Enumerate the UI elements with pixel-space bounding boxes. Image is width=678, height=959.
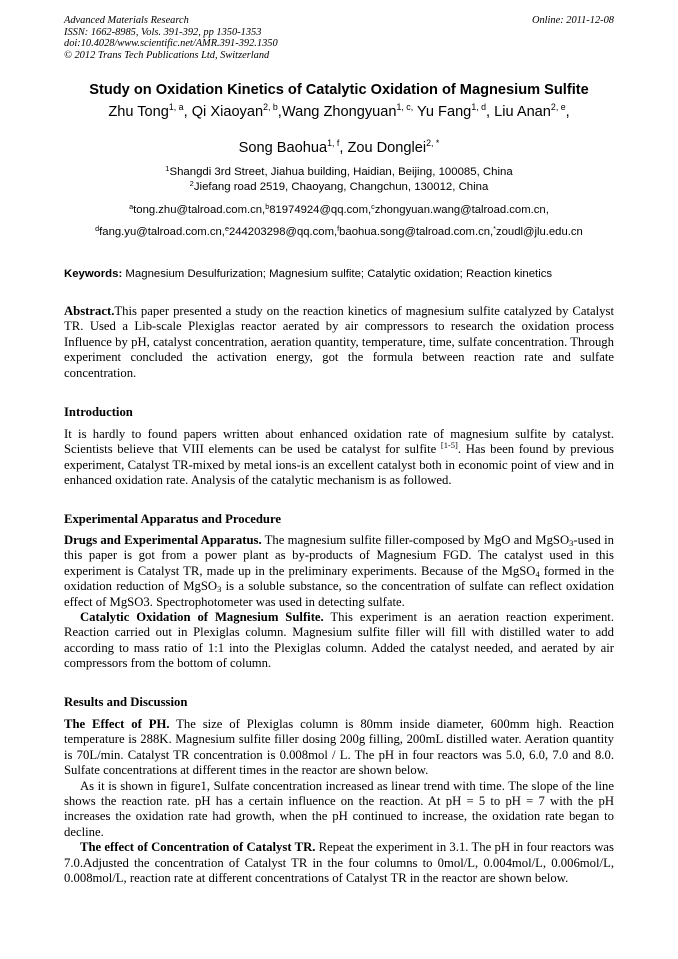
email-line-2 xyxy=(30,226,648,238)
experimental-heading: Experimental Apparatus and Procedure xyxy=(64,512,281,526)
affiliation-sup: 1 xyxy=(165,164,170,173)
author-sup: 2, * xyxy=(426,138,440,148)
drugs-text: formed in the oxidation reduction of MgSO xyxy=(64,563,614,594)
email-sup: b xyxy=(265,202,270,211)
author-name: Yu Fang xyxy=(416,104,472,120)
drugs-label: Drugs and Experimental Apparatus. xyxy=(64,533,262,547)
catalytic-label: Catalytic Oxidation of Magnesium Sulfite. xyxy=(80,610,324,625)
author-sup: 1, c, xyxy=(396,102,414,112)
email-address: zhongyuan.wang@talroad.com.cn, xyxy=(374,204,549,216)
paper-title: Study on Oxidation Kinetics of Catalytic Oxidation of Magnesium Sulfite xyxy=(89,82,589,98)
affiliation-text: Jiefang road 2519, Chaoyang, Changchun, 130012, China xyxy=(193,181,489,193)
keywords-label: Keywords: xyxy=(64,268,123,280)
email-sup: d xyxy=(95,224,100,233)
author-name: Qi Xiaoyan xyxy=(191,104,264,120)
catalytic-text: This experiment is an aeration reaction experiment. Reaction carried out in Plexiglas column. Magnesium sulfite filler will fill with distilled water to add according to mass ratio of 1:1 into the Plexiglas column. Added the catalyst needed, and aerated by air compressors from the bottom of column. xyxy=(64,610,614,671)
abstract xyxy=(64,304,614,381)
figure-discussion: As it is shown in figure1, Sulfate concentration increased as linear trend with time. The slope of the line shows the reaction rate. pH has a certain influence on the reaction. At pH = 5 to pH = 7 with the pH increases the oxidation rate had growth, when the pH continued to increase, the oxidation rate began to decline. xyxy=(64,778,614,839)
email-address: 244203298@qq.com, xyxy=(228,226,338,238)
citation-ref: [1-5] xyxy=(440,440,458,451)
drugs-text: The magnesium sulfite filler-composed by MgO and MgSO xyxy=(261,533,570,547)
introduction-heading: Introduction xyxy=(64,405,133,419)
email-sup: c xyxy=(371,202,375,211)
results-heading: Results and Discussion xyxy=(64,695,188,709)
experimental-body xyxy=(64,533,614,672)
issn-line: ISSN: 1662-8985, Vols. 391-392, pp 1350-1353 xyxy=(64,26,262,38)
email-sup: e xyxy=(224,224,229,233)
subscript: 3 xyxy=(569,538,574,548)
catalytic-paragraph xyxy=(64,610,614,672)
email-address: fang.yu@talroad.com.cn, xyxy=(99,226,225,238)
subscript: 4 xyxy=(535,568,540,579)
email-sup: * xyxy=(493,224,496,233)
affiliation-sup: 2 xyxy=(189,179,194,188)
affiliation-2 xyxy=(30,181,648,193)
concentration-paragraph xyxy=(64,840,614,886)
abstract-text: This paper presented a study on the reaction kinetics of magnesium sulfite catalyzed by Catalyst TR. Used a Lib-scale Plexiglas reactor aerated by air compressors to research the oxidation process Influence by pH, catalyst concentration, aeration quantity, temperature, time, sulfate concentration. Through experiment concluded the activation energy, got the formula between reaction rate and sulfate concentration. xyxy=(64,304,614,380)
subscript: 3 xyxy=(217,584,222,595)
author-line-1: Zhu Tong$^{1, a}$, Qi Xiaoyan$^{2, b}$,Wang Zhongyuan$^{1, c,}$ Yu Fang$^{1, d}$, Liu Anan$^{2, e}$, xyxy=(108,102,570,120)
drugs-text: -used in this paper is got from a power plant as by-products of Magnesium FGD. The catalyst used in this experiment is Catalyst TR, made up in the preliminary experiments. Because of the MgSO xyxy=(64,533,614,578)
email-line-1 xyxy=(30,204,648,216)
author-name: Song Baohua xyxy=(238,140,328,156)
online-date: Online: 2011-12-08 xyxy=(531,15,614,26)
email-sup: a xyxy=(129,202,134,211)
email-address: 81974924@qq.com, xyxy=(269,204,372,216)
journal-name: Advanced Materials Research xyxy=(64,15,189,26)
journal-header xyxy=(64,15,278,61)
drugs-text: is a soluble substance, so the concentration of sulfate can reflect oxidation effect of MgSO3. Spectrophotometer was used in detecting sulfate. xyxy=(64,579,614,609)
abstract-label: Abstract. xyxy=(64,304,115,318)
email-address: tong.zhu@talroad.com.cn, xyxy=(133,204,266,216)
author-name: Liu Anan xyxy=(494,104,551,120)
concentration-label: The effect of Concentration of Catalyst TR. xyxy=(80,840,316,855)
author-name: Zhu Tong xyxy=(108,104,169,120)
author-name: Zou Donglei xyxy=(347,140,427,156)
concentration-text: Repeat the experiment in 3.1. The pH in four reactors was 7.0.Adjusted the concentration of Catalyst TR in the four columns to 0mol/L, 0.004mol/L, 0.006mol/L, 0.008mol/L, reaction rate at different concentrations of Catalyst TR in the reactor are shown below. xyxy=(64,840,614,886)
author-sup: 1, f xyxy=(327,138,340,148)
author-sup: 2, e xyxy=(550,102,566,112)
introduction-body xyxy=(64,427,614,489)
drugs-paragraph xyxy=(64,533,614,610)
affiliation-text: Shangdi 3rd Street, Jiahua building, Haidian, Beijing, 100085, China xyxy=(169,166,513,178)
email-address: zoudl@jlu.edu.cn xyxy=(495,226,583,238)
copyright-line: © 2012 Trans Tech Publications Ltd, Switzerland xyxy=(64,49,270,61)
ph-paragraph xyxy=(64,717,614,779)
keywords xyxy=(64,268,614,280)
email-sup: f xyxy=(337,224,340,233)
ph-text: The size of Plexiglas column is 80mm inside diameter, 600mm high. Reaction temperature is 288K. Magnesium sulfite filler dosing 200g filling, 200mL distilled water. Aeration quantity is 70L/min. Catalyst TR concentration is 0.008mol / L. The pH in four reactors was 5.0, 6.0, 7.0 and 8.0. Sulfate concentrations at different times in the reactor are shown below. xyxy=(64,717,614,778)
ph-label: The Effect of PH. xyxy=(64,717,170,731)
author-name: Wang Zhongyuan xyxy=(281,104,397,120)
doi-line: doi:10.4028/www.scientific.net/AMR.391-392.1350 xyxy=(64,38,278,50)
keywords-text: Magnesium Desulfurization; Magnesium sulfite; Catalytic oxidation; Reaction kinetics xyxy=(125,268,553,280)
author-sup: 1, a xyxy=(168,102,184,112)
author-sup: 2, b xyxy=(263,102,278,112)
results-body xyxy=(64,717,614,886)
intro-text-1: It is hardly to found papers written about enhanced oxidation rate of magnesium sulfite by catalyst. Scientists believe that VIII elements can be used be catalyst for sulfite xyxy=(64,427,614,457)
author-sup: 1, d xyxy=(471,102,486,112)
intro-text-2: . Has been found by previous experiment, Catalyst TR-mixed by metal ions-is an excellent catalyst both in economic point of view and in enhanced oxidation rate. Analysis of the catalytic mechanism is as followed. xyxy=(64,442,614,488)
author-line-2: Song Baohua$^{1, f}$, Zou Donglei$^{2, *}$ xyxy=(238,138,440,156)
affiliation-1 xyxy=(30,166,648,178)
email-address: baohua.song@talroad.com.cn, xyxy=(339,226,494,238)
